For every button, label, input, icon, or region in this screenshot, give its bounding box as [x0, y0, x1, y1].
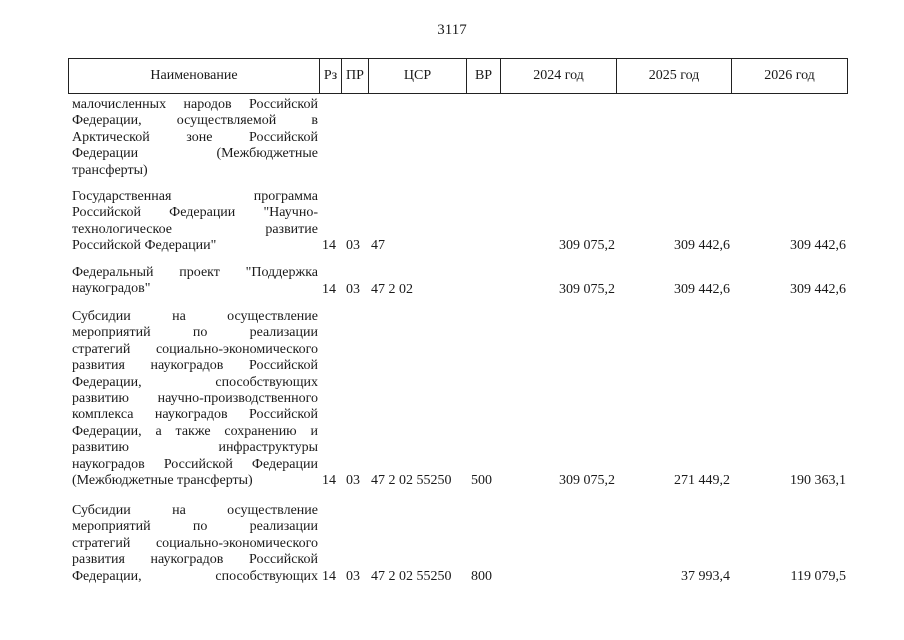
cell-rz: 14	[322, 238, 336, 253]
name-line: Государственная программа	[72, 189, 318, 204]
name-line: (Межбюджетные трансферты)	[72, 473, 253, 489]
header-csr: ЦСР	[369, 58, 467, 94]
cell-rz: 14	[322, 282, 336, 297]
cell-2026: 309 442,6	[790, 282, 846, 297]
name-line: Федерации, осуществляемой в	[72, 113, 318, 129]
header-name: Наименование	[68, 58, 320, 94]
name-line: наукоградов"	[72, 281, 151, 297]
name-line: развитию научно-производственного	[72, 391, 318, 407]
cell-vr: 800	[471, 569, 492, 584]
cell-2026: 190 363,1	[790, 473, 846, 488]
name-line: мероприятий по реализации	[72, 325, 318, 341]
name-line: малочисленных народов Российской	[72, 97, 318, 112]
name-line: развития наукоградов Российской	[72, 552, 318, 568]
cell-vr: 500	[471, 473, 492, 488]
name-line: Арктической зоне Российской	[72, 129, 318, 145]
name-line: Федеральный проект "Поддержка	[72, 265, 318, 280]
cell-2025: 309 442,6	[674, 282, 730, 297]
row-name	[72, 265, 318, 298]
name-line: мероприятий по реализации	[72, 519, 318, 535]
cell-2026: 119 079,5	[790, 569, 846, 584]
header-2024: 2024 год	[501, 58, 617, 94]
name-line: технологическое развитие	[72, 221, 318, 237]
name-line: Российской Федерации"	[72, 238, 217, 254]
name-line: стратегий социально-экономического	[72, 341, 318, 357]
name-line: наукоградов Российской Федерации	[72, 456, 318, 472]
cell-csr: 47 2 02 55250	[371, 569, 452, 584]
cell-2025: 309 442,6	[674, 238, 730, 253]
cell-pr: 03	[346, 473, 360, 488]
header-vr: ВР	[467, 58, 501, 94]
page-number: 3117	[437, 22, 467, 38]
name-line: стратегий социально-экономического	[72, 535, 318, 551]
cell-csr: 47 2 02 55250	[371, 473, 452, 488]
row-name	[72, 503, 318, 585]
row-name	[72, 97, 318, 179]
name-line: Федерации, способствующих	[72, 568, 318, 584]
name-line: развитию инфраструктуры	[72, 440, 318, 456]
name-line: Федерации, способствующих	[72, 374, 318, 390]
name-line: развития наукоградов Российской	[72, 358, 318, 374]
name-line: Российской Федерации "Научно-	[72, 205, 318, 221]
cell-csr: 47 2 02	[371, 282, 413, 297]
header-pr: ПР	[342, 58, 369, 94]
cell-rz: 14	[322, 569, 336, 584]
cell-pr: 03	[346, 569, 360, 584]
cell-rz: 14	[322, 473, 336, 488]
name-line: Субсидии на осуществление	[72, 503, 318, 518]
cell-pr: 03	[346, 238, 360, 253]
cell-2024: 309 075,2	[559, 473, 615, 488]
cell-2026: 309 442,6	[790, 238, 846, 253]
header-rz: Рз	[320, 58, 342, 94]
cell-2025: 271 449,2	[674, 473, 730, 488]
cell-csr: 47	[371, 238, 385, 253]
cell-2025: 37 993,4	[681, 569, 730, 584]
name-line: Субсидии на осуществление	[72, 309, 318, 324]
header-2026: 2026 год	[732, 58, 848, 94]
name-line: трансферты)	[72, 162, 148, 178]
cell-pr: 03	[346, 282, 360, 297]
name-line: Федерации, а также сохранению и	[72, 423, 318, 439]
cell-2024: 309 075,2	[559, 238, 615, 253]
row-name	[72, 309, 318, 489]
row-name	[72, 189, 318, 255]
cell-2024: 309 075,2	[559, 282, 615, 297]
name-line: Федерации (Межбюджетные	[72, 146, 318, 162]
header-2025: 2025 год	[617, 58, 732, 94]
name-line: комплекса наукоградов Российской	[72, 407, 318, 423]
